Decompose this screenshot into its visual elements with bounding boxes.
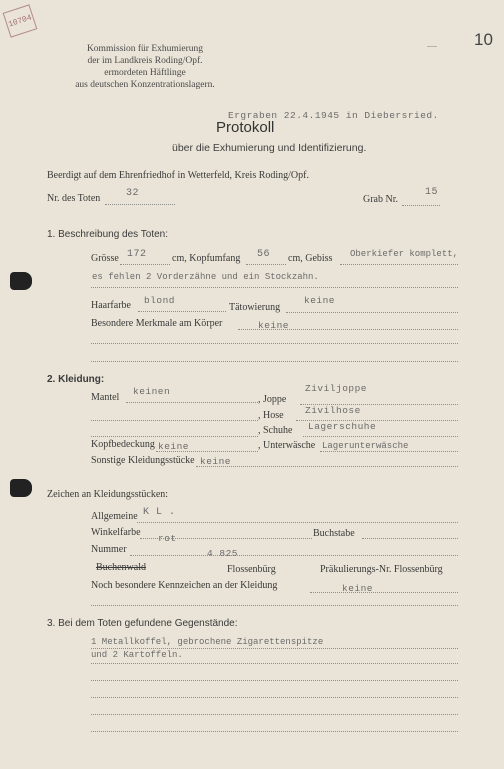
head-value: 56	[257, 249, 271, 260]
pants-blank-line	[91, 420, 258, 421]
section3-heading: 3. Bei dem Toten gefundene Gegenstände:	[47, 618, 238, 629]
tattoo-line	[286, 312, 458, 313]
underwear-value: Lagerunterwäsche	[322, 441, 409, 451]
shoes-label: , Schuhe	[258, 425, 293, 436]
general-label: Allgemeine	[91, 511, 138, 522]
headwear-label: Kopfbedeckung	[91, 439, 155, 450]
letter-line	[362, 538, 458, 539]
found-item-line-1: 1 Metallkoffel, gebrochene Zigarettenspitze	[91, 637, 324, 647]
marks-label: Besondere Merkmale am Körper	[91, 318, 223, 329]
top-dash	[427, 46, 437, 47]
size-line	[120, 264, 170, 265]
marks-heading: Zeichen an Kleidungsstücken:	[47, 489, 169, 500]
teeth-cont-value: es fehlen 2 Vorderzähne und ein Stockzahn.	[92, 272, 319, 282]
head-line	[246, 264, 286, 265]
shoes-blank-line	[91, 436, 258, 437]
tattoo-value: keine	[304, 295, 336, 306]
coat-label: Mantel	[91, 392, 120, 403]
dead-no-line	[105, 204, 175, 205]
found-item-line-2: und 2 Kartoffeln.	[91, 650, 183, 660]
document-subtitle: über die Exhumierung und Identifizierung.	[172, 142, 367, 154]
cm-head-label: cm, Kopfumfang	[172, 253, 241, 264]
teeth-value: Oberkiefer komplett,	[350, 249, 459, 259]
document-title: Protokoll	[216, 119, 275, 136]
other-label: Sonstige Kleidungsstücke	[91, 455, 195, 466]
hair-line	[138, 311, 226, 312]
more-marks-value: keine	[342, 583, 374, 594]
found-line-1	[91, 648, 458, 649]
header-line-2: der im Landkreis Roding/Opf.	[87, 56, 203, 66]
number-value: 4 825	[207, 548, 239, 559]
general-line	[137, 522, 458, 523]
found-line-5	[91, 714, 458, 715]
tattoo-label: Tätowierung	[229, 302, 281, 313]
more-marks-label: Noch besondere Kennzeichen an der Kleidung	[91, 580, 278, 591]
section2-heading: 2. Kleidung:	[47, 374, 105, 385]
number-line	[130, 555, 458, 556]
shoes-line	[303, 436, 458, 437]
dead-no-value: 32	[126, 188, 140, 199]
other-line	[196, 466, 458, 467]
cm-teeth-label: cm, Gebiss	[288, 253, 333, 264]
coat-value: keinen	[133, 386, 171, 397]
pants-label: , Hose	[258, 410, 284, 421]
burial-line: Beerdigt auf dem Ehrenfriedhof in Wetterfeld, Kreis Roding/Opf.	[47, 170, 309, 181]
angle-label: Winkelfarbe	[91, 527, 141, 538]
exhumed-line: Ergraben 22.4.1945 in Diebersried.	[228, 110, 439, 121]
prisoner-number-label: Präkulierungs-Nr. Flossenbürg	[320, 564, 443, 575]
general-value: K L .	[143, 507, 176, 518]
found-line-2	[91, 663, 458, 664]
number-label: Nummer	[91, 544, 127, 555]
angle-value: rot	[158, 533, 177, 544]
coat-line	[126, 402, 258, 403]
teeth-cont-line	[91, 287, 458, 288]
punch-hole-1	[10, 272, 32, 290]
punch-hole-2	[10, 479, 32, 497]
hair-label: Haarfarbe	[91, 300, 131, 311]
buchenwald-label: Buchenwald	[96, 562, 146, 573]
marks-extra-line-1	[91, 343, 458, 344]
underwear-line	[320, 451, 458, 452]
grave-line	[402, 205, 440, 206]
letter-label: Buchstabe	[313, 528, 355, 539]
flossenburg-label: Flossenbürg	[227, 564, 276, 575]
more-marks-line	[310, 592, 458, 593]
headwear-value: keine	[158, 441, 190, 452]
pants-value: Zivilhose	[305, 405, 361, 416]
commission-header	[60, 43, 230, 91]
grave-label: Grab Nr.	[363, 194, 398, 205]
size-value: 172	[127, 249, 147, 260]
found-line-3	[91, 680, 458, 681]
marks-value: keine	[258, 320, 290, 331]
marks-extra-line-2	[91, 361, 458, 362]
dead-no-label: Nr. des Toten	[47, 193, 101, 204]
header-line-4: aus deutschen Konzentrationslagern.	[75, 80, 215, 90]
found-line-6	[91, 731, 458, 732]
shoes-value: Lagerschuhe	[308, 421, 377, 432]
header-line-1: Kommission für Exhumierung	[86, 44, 204, 54]
jacket-value: Ziviljoppe	[305, 383, 368, 394]
jacket-label: , Joppe	[258, 394, 287, 405]
size-label: Grösse	[91, 253, 119, 264]
section1-heading: 1. Beschreibung des Toten:	[47, 229, 169, 240]
grave-value: 15	[425, 187, 439, 198]
found-line-4	[91, 697, 458, 698]
underwear-label: , Unterwäsche	[258, 440, 316, 451]
page-number: 10	[474, 30, 493, 49]
hair-value: blond	[144, 295, 176, 306]
header-line-3: ermordeten Häftlinge	[104, 68, 186, 78]
other-value: keine	[200, 456, 232, 467]
archive-stamp: 10704	[3, 4, 38, 37]
more-marks-extra-line	[91, 605, 458, 606]
teeth-line	[340, 264, 458, 265]
